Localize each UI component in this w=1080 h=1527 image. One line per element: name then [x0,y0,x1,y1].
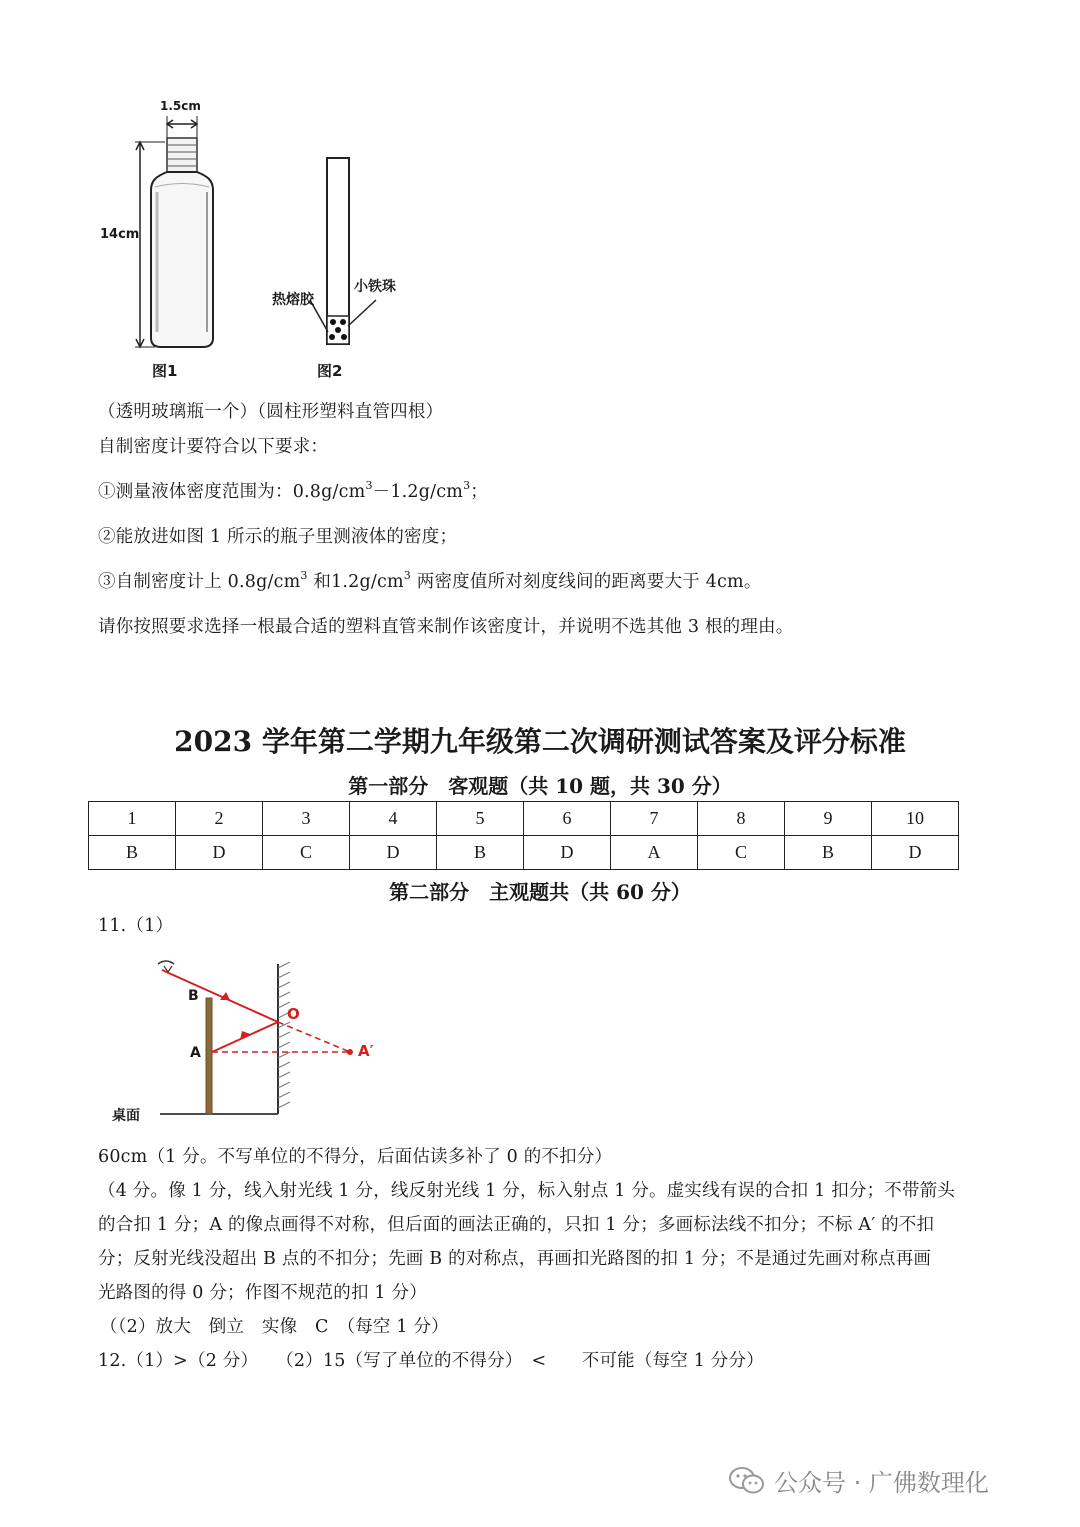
q11-answer-line-5: 光路图的得 0 分；作图不规范的扣 1 分） [98,1283,427,1303]
optics-point-a-prime: A′ [358,1042,374,1060]
optics-point-o: O [287,1005,300,1023]
table-cell: 3 [263,802,350,836]
answer-table-grid [88,801,959,870]
tube-drawing [270,150,420,350]
materials-line: （透明玻璃瓶一个）（圆柱形塑料直管四根） [98,402,444,422]
requirement-1: ①测量液体密度范围为：$0.8g/cm^3-1.2g/cm^3$； [98,479,488,502]
table-cell: 10 [872,802,959,836]
q11-label: 11.（1） [98,916,174,936]
table-cell: B [785,836,872,870]
table-cell: 2 [176,802,263,836]
table-cell: C [698,836,785,870]
q11-answer-line-1: 60cm（1 分。不写单位的不得分，后面估读多补了 0 的不扣分） [98,1147,613,1167]
fig1-caption: 图1 [152,362,178,380]
table-cell: D [872,836,959,870]
fig2-caption: 图2 [317,362,343,380]
table-cell: 6 [524,802,611,836]
optics-drawing [110,952,400,1127]
table-cell: 9 [785,802,872,836]
table-cell: 1 [89,802,176,836]
optics-point-b: B [188,988,199,1004]
table-row-numbers [89,802,959,836]
table-cell: 5 [437,802,524,836]
watermark-text: 公众号 · 广佛数理化 [774,1469,989,1497]
table-row-answers [89,836,959,870]
fig1-height-label: 14cm [100,227,140,242]
answer-table [88,801,959,870]
table-cell: B [437,836,524,870]
part2-heading: 第二部分 主观题共（共 60 分） [389,880,691,904]
figure-2-tube [270,150,420,350]
watermark [728,1463,989,1498]
requirements-intro: 自制密度计要符合以下要求： [98,437,329,457]
table-cell: 4 [350,802,437,836]
fig2-glue-label: 热熔胶 [272,292,314,308]
table-cell: C [263,836,350,870]
requirement-2: ②能放进如图 1 所示的瓶子里测液体的密度； [98,527,458,547]
table-cell: B [89,836,176,870]
q11-answer-line-2: （4 分。像 1 分，线入射光线 1 分，线反射光线 1 分，标入射点 1 分。虚实线有误的合扣 1 扣分；不带箭头 [98,1181,956,1201]
q11-answer-line-4: 分；反射光线没超出 B 点的不扣分；先画 B 的对称点，再画扣光路图的扣 1 分；不是通过先画对称点再画 [98,1249,932,1269]
optics-diagram [110,952,400,1127]
fig2-beads-label: 小铁珠 [354,279,396,295]
q11-answer-line-3: 的合扣 1 分；A 的像点画得不对称，但后面的画法正确的，只扣 1 分；多画标法线不扣分；不标 A′ 的不扣 [98,1215,935,1235]
optics-desk-label: 桌面 [112,1108,140,1124]
fig1-width-label: 1.5cm [160,99,201,113]
table-cell: D [524,836,611,870]
q11-part2-answer: （（2）放大 倒立 实像 C （每空 1 分） [100,1317,449,1337]
table-cell: A [611,836,698,870]
part1-heading: 第一部分 客观题（共 10 题，共 30 分） [348,774,732,798]
question-ask: 请你按照要求选择一根最合适的塑料直管来制作该密度计，并说明不选其他 3 根的理由。 [98,617,794,637]
q12-answer: 12.（1）>（2 分） （2）15（写了单位的不得分） < 不可能（每空 1 分分） [98,1351,764,1371]
table-cell: 8 [698,802,785,836]
optics-point-a: A [190,1045,201,1061]
table-cell: D [350,836,437,870]
table-cell: 7 [611,802,698,836]
table-cell: D [176,836,263,870]
wechat-icon [728,1466,766,1496]
answer-key-title: 2023 学年第二学期九年级第二次调研测试答案及评分标准 [174,725,906,758]
requirement-3: ③自制密度计上 $0.8g/cm^3$ 和$1.2g/cm^3$ 两密度值所对刻度线间的距离要大于 4cm。 [98,569,762,592]
